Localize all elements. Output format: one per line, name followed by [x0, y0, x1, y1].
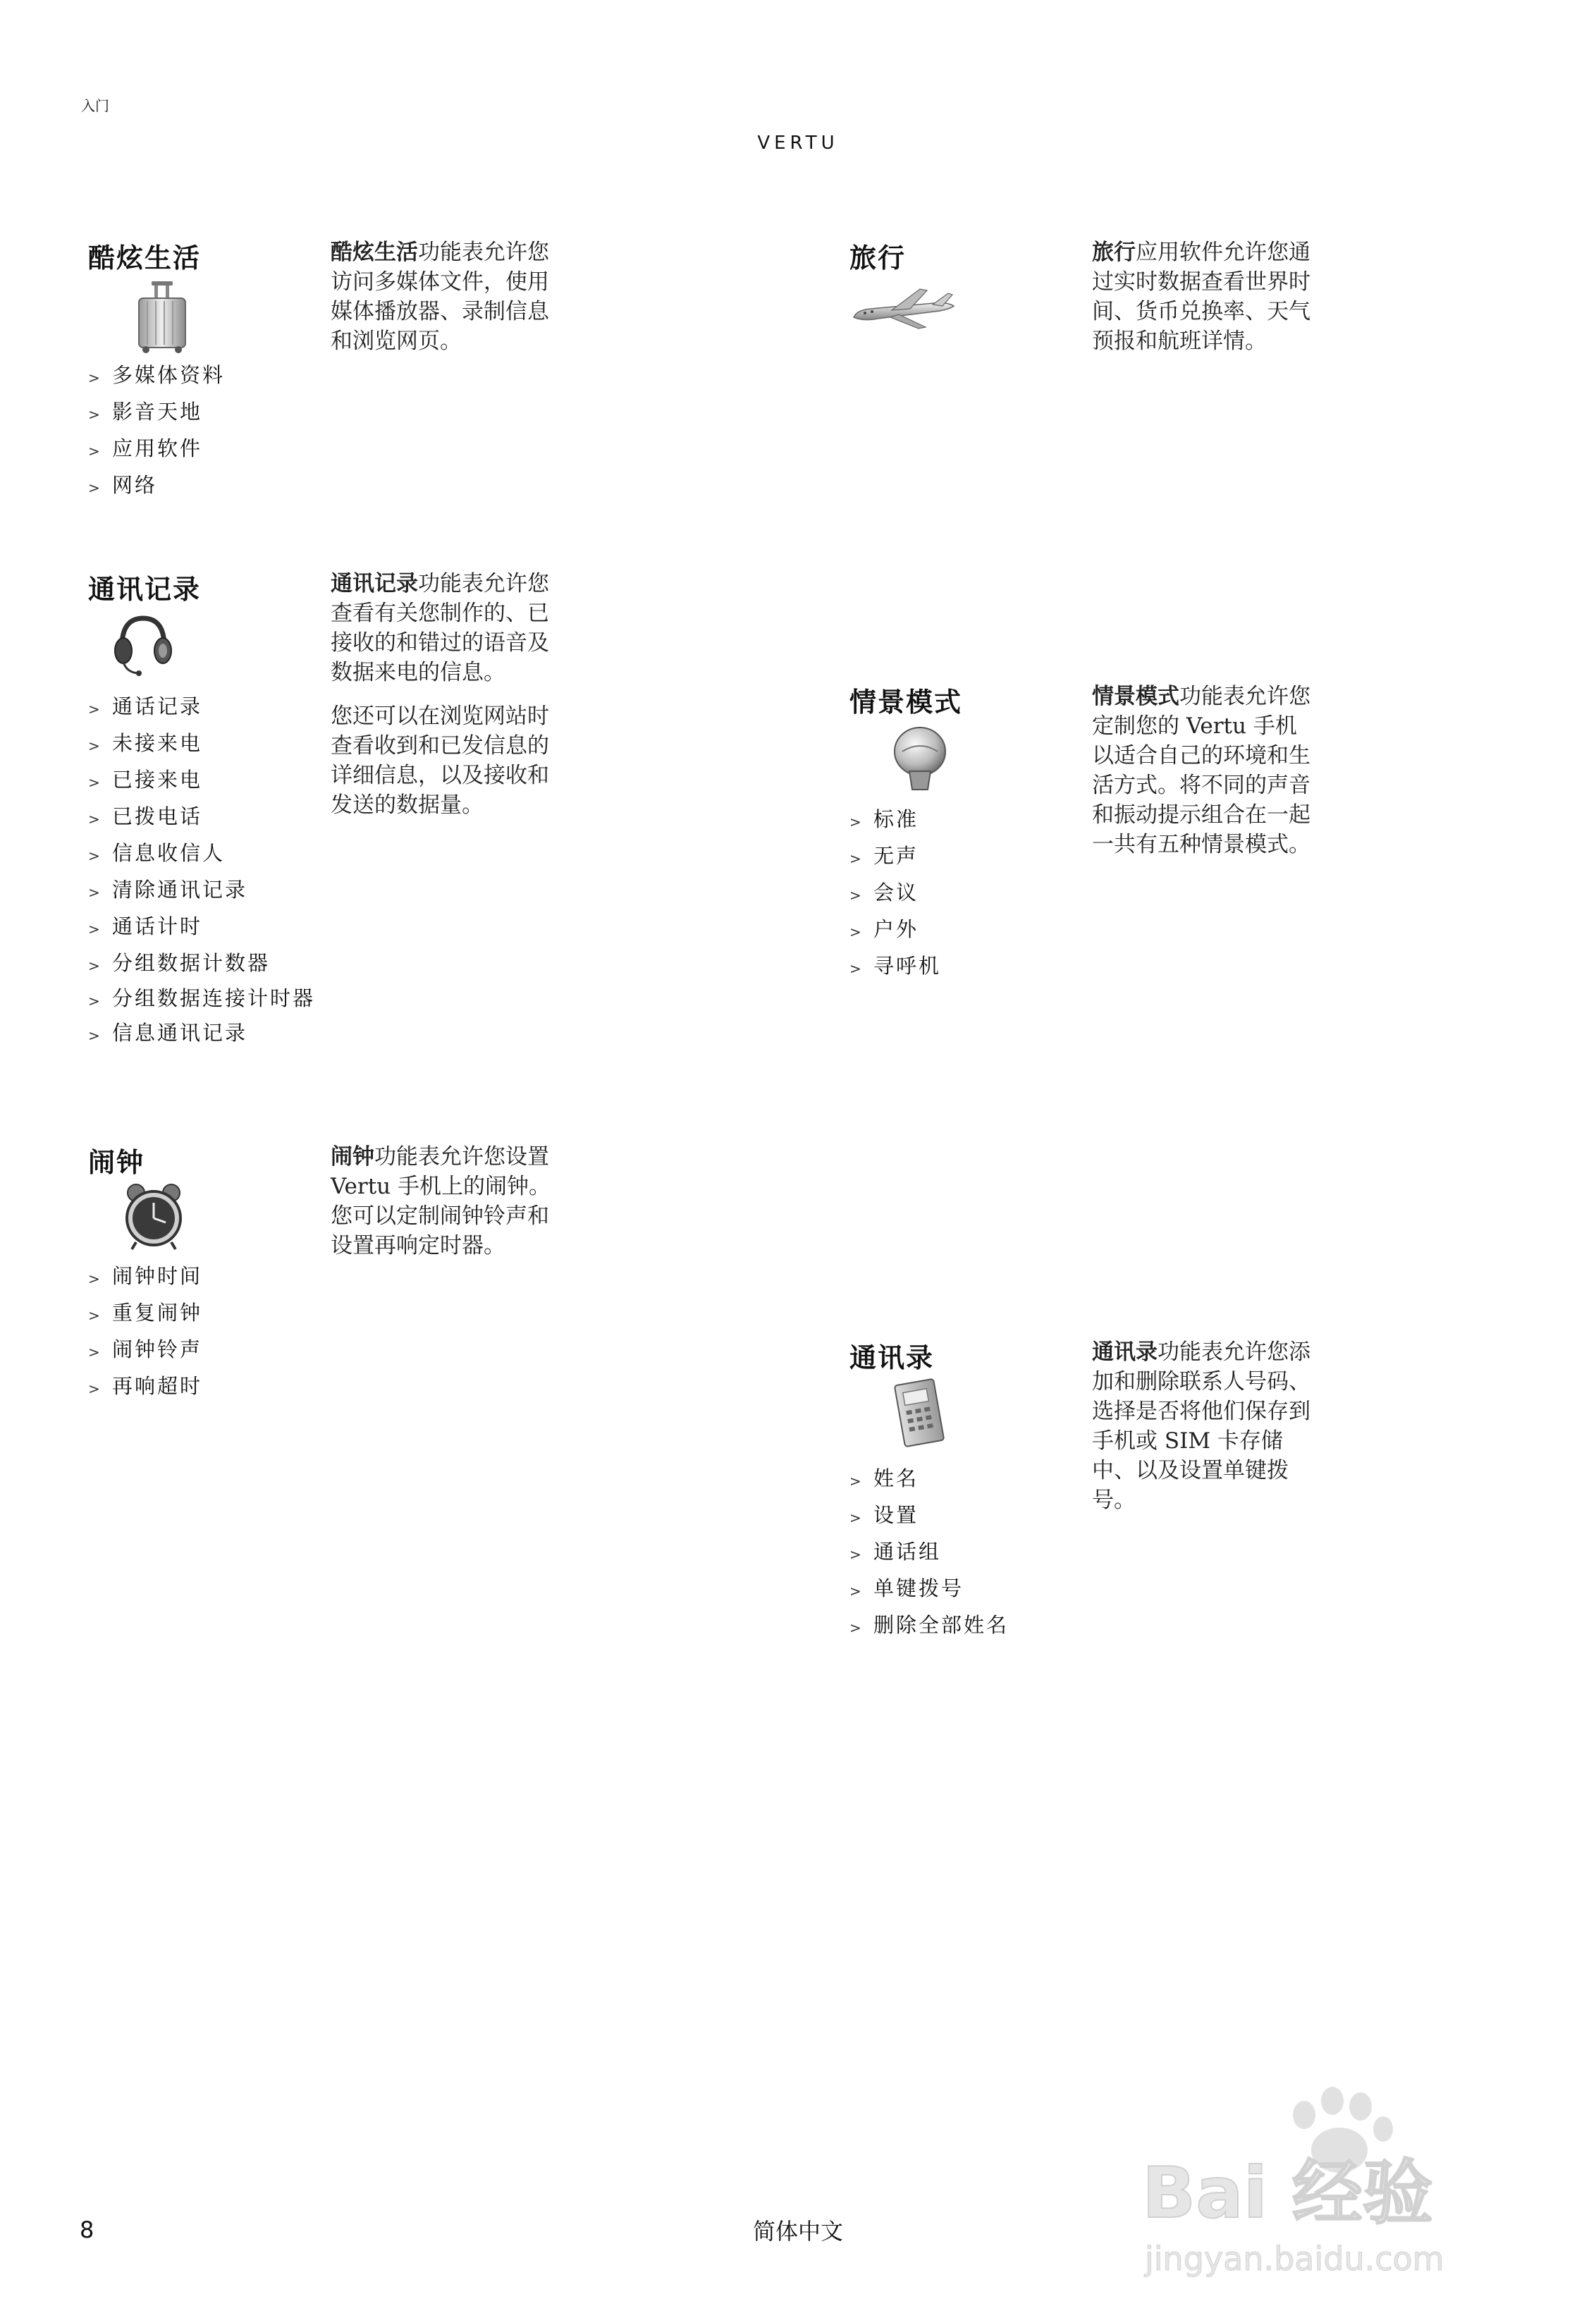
section-title: 旅行 [849, 243, 907, 274]
list-item[interactable]: > 未接来电 [88, 731, 314, 756]
list-item[interactable]: > 已拨电话 [88, 804, 314, 829]
section-description: 闹钟功能表允许您设置 Vertu 手机上的闹钟。您可以定制闹钟铃声和设置再响定时器。 [331, 1144, 551, 1258]
list-item[interactable]: > 清除通讯记录 [88, 878, 314, 902]
list-item[interactable]: > 重复闹钟 [88, 1301, 314, 1325]
bullet-icon: > [88, 406, 100, 423]
bullet-icon: > [88, 443, 100, 460]
section-title: 通讯录 [849, 1342, 935, 1373]
bullet-icon: > [88, 921, 100, 938]
list-item[interactable]: > 多媒体资料 [88, 363, 314, 388]
bullet-icon: > [849, 887, 861, 904]
section-description: 酷炫生活功能表允许您访问多媒体文件，使用媒体播放器、录制信息和浏览网页。 [331, 240, 549, 354]
menu-list [88, 694, 314, 1057]
section-title: 闹钟 [88, 1147, 145, 1178]
bullet-icon: > [88, 701, 100, 718]
list-item[interactable]: > 删除全部姓名 [849, 1613, 1075, 1638]
airplane-icon [849, 275, 962, 352]
menu-list [88, 1264, 314, 1411]
headset-icon [102, 604, 180, 682]
bullet-icon: > [849, 1619, 861, 1636]
list-item[interactable]: > 无声 [849, 844, 1075, 869]
watermark-url: jingyan.baidu.com [1145, 2240, 1444, 2278]
list-item[interactable]: > 应用软件 [88, 436, 314, 461]
bullet-icon: > [88, 957, 100, 974]
list-item[interactable]: > 设置 [849, 1503, 1075, 1528]
bullet-icon: > [88, 1270, 100, 1287]
footer-language: 简体中文 [752, 2218, 843, 2245]
alarm-clock-icon [115, 1177, 192, 1255]
list-item[interactable]: > 分组数据计数器 [88, 951, 314, 976]
bullet-icon: > [849, 1509, 861, 1526]
bullet-icon: > [88, 1380, 100, 1397]
bullet-icon: > [849, 1473, 861, 1490]
bullet-icon: > [88, 369, 100, 386]
list-item[interactable]: > 标准 [849, 807, 1075, 832]
bullet-icon: > [849, 1583, 861, 1600]
bullet-icon: > [849, 1546, 861, 1563]
watermark-logo-text: Bai 经验 [1142, 2152, 1433, 2234]
list-item[interactable]: > 信息收信人 [88, 841, 314, 866]
list-item[interactable]: > 通话计时 [88, 914, 314, 939]
address-book-icon [881, 1375, 959, 1452]
list-item[interactable]: > 已接来电 [88, 768, 314, 792]
menu-list [849, 1466, 1075, 1650]
section-description: 通讯录功能表允许您添加和删除联系人号码、选择是否将他们保存到手机或 SIM 卡存储中、以及设置单键拨号。 [1092, 1339, 1310, 1513]
list-item[interactable]: > 单键拨号 [849, 1576, 1075, 1601]
brand-header: VERTU [757, 133, 839, 154]
running-head: 入门 [81, 97, 109, 114]
bullet-icon: > [849, 814, 861, 830]
section-title: 情景模式 [849, 687, 963, 718]
list-item[interactable]: > 通话记录 [88, 694, 314, 719]
baidu-jingyan-watermark [1128, 2073, 1523, 2284]
bullet-icon: > [88, 1344, 100, 1361]
suitcase-icon [123, 278, 201, 356]
section-description: 通讯记录功能表允许您查看有关您制作的、已接收的和错过的语音及数据来电的信息。 您还可以在浏览网站时查看收到和已发信息的详细信息，以及接收和发送的数据量。 [331, 571, 549, 818]
list-item[interactable]: > 闹钟时间 [88, 1264, 314, 1289]
section-description: 情景模式功能表允许您定制您的 Vertu 手机以适合自己的环境和生活方式。将不同的声音和振动提示组合在一起一共有五种情景模式。 [1092, 684, 1310, 857]
bullet-icon: > [849, 924, 861, 940]
list-item[interactable]: > 网络 [88, 473, 314, 498]
bullet-icon: > [88, 847, 100, 864]
bullet-icon: > [88, 774, 100, 791]
section-title: 酷炫生活 [88, 243, 202, 274]
bullet-icon: > [88, 479, 100, 496]
list-item[interactable]: > 信息通讯记录 [88, 1021, 314, 1045]
bullet-icon: > [88, 884, 100, 901]
list-item[interactable]: > 户外 [849, 917, 1075, 942]
menu-list [88, 363, 314, 510]
menu-list [849, 807, 1075, 991]
list-item[interactable]: > 闹钟铃声 [88, 1337, 314, 1362]
knob-icon [881, 719, 959, 797]
bullet-icon: > [88, 993, 100, 1010]
list-item[interactable]: > 分组数据连接计时器 [88, 986, 316, 1010]
bullet-icon: > [88, 737, 100, 754]
list-item[interactable]: > 影音天地 [88, 400, 314, 424]
list-item[interactable]: > 姓名 [849, 1466, 1075, 1491]
bullet-icon: > [88, 1307, 100, 1324]
bullet-icon: > [88, 1027, 100, 1044]
bullet-icon: > [849, 960, 861, 977]
bullet-icon: > [88, 811, 100, 828]
page-number: 8 [80, 2216, 94, 2243]
section-description: 旅行应用软件允许您通过实时数据查看世界时间、货币兑换率、天气预报和航班详情。 [1092, 240, 1310, 354]
list-item[interactable]: > 会议 [849, 881, 1075, 905]
list-item[interactable]: > 寻呼机 [849, 954, 1075, 979]
bullet-icon: > [849, 850, 861, 867]
list-item[interactable]: > 通话组 [849, 1540, 1075, 1564]
section-title: 通讯记录 [88, 574, 202, 605]
list-item[interactable]: > 再响超时 [88, 1374, 314, 1399]
